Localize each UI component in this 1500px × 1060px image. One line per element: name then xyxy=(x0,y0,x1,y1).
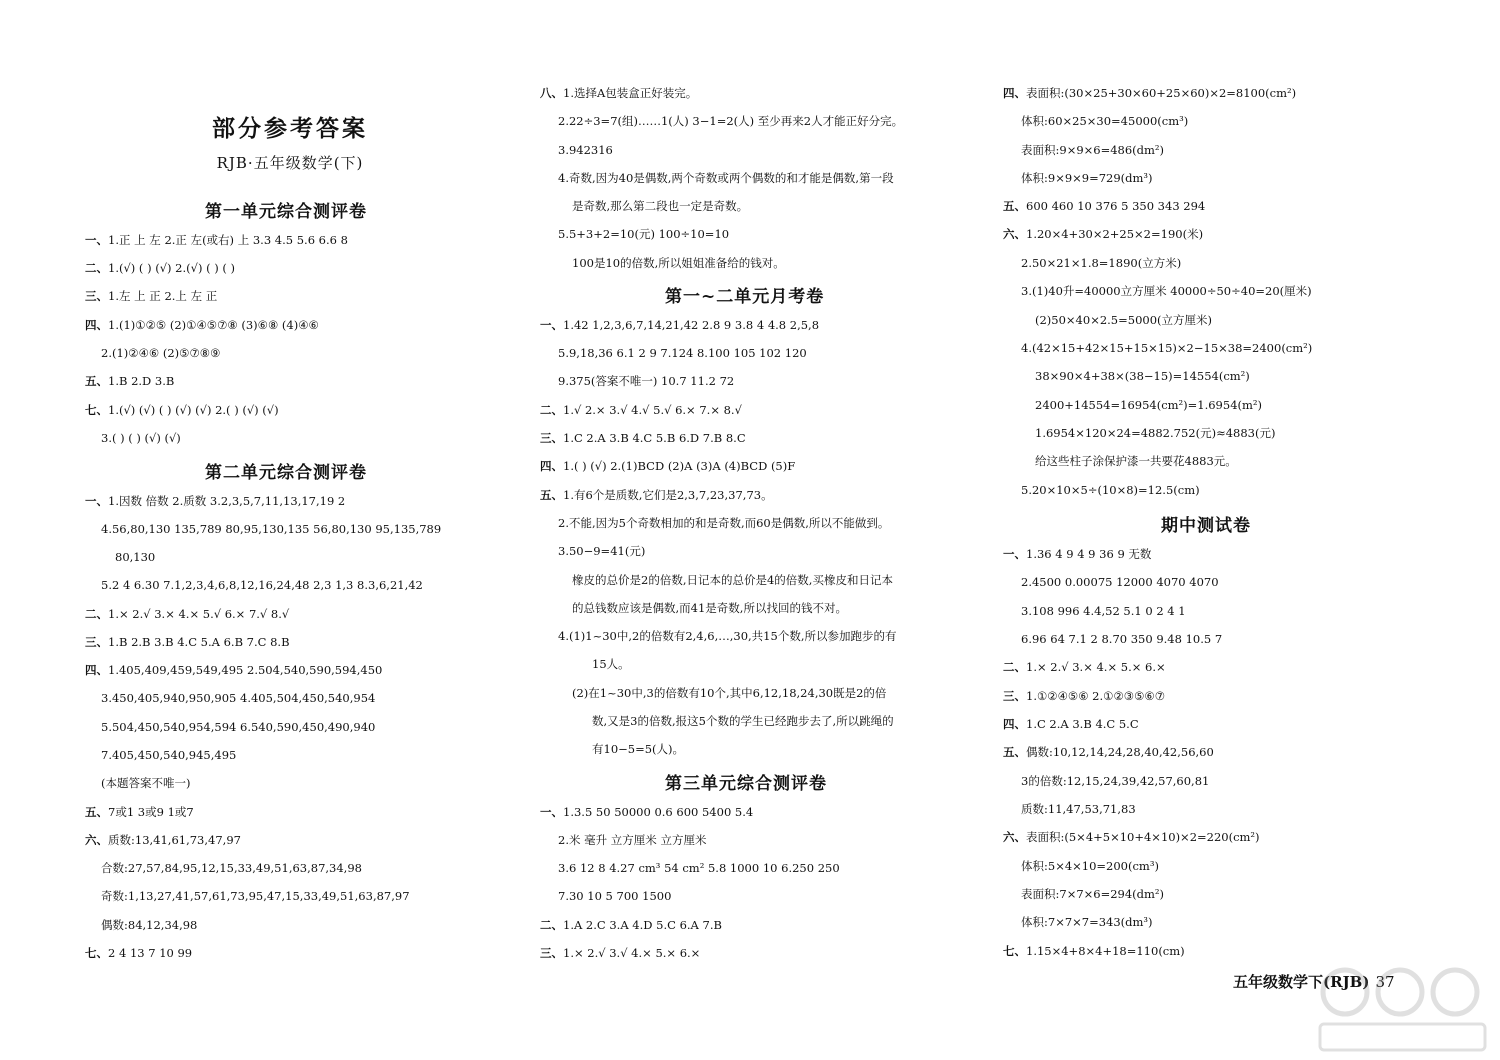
answer-line xyxy=(572,198,748,214)
answer-text: 橡皮的总价是2的倍数,日记本的总价是4的倍数,买橡皮和日记本 xyxy=(572,573,893,587)
answer-line xyxy=(85,634,290,650)
answer-line xyxy=(540,402,742,418)
answer-text: 1.× 2.√ 3.× 4.× 5.× 6.× xyxy=(1026,660,1166,674)
answer-text: 600 460 10 376 5 350 343 294 xyxy=(1026,199,1206,213)
answer-text: 9.375(答案不唯一) 10.7 11.2 72 xyxy=(558,374,735,388)
question-group-label: 二、 xyxy=(540,918,563,932)
answer-line xyxy=(558,373,734,389)
answer-line xyxy=(540,317,819,333)
answer-text: 1.C 2.A 3.B 4.C 5.B 6.D 7.B 8.C xyxy=(563,431,746,445)
answer-text: 5.504,450,540,954,594 6.540,590,450,490,940 xyxy=(101,720,376,734)
answer-text: (本题答案不唯一) xyxy=(101,776,191,790)
answer-line xyxy=(101,690,375,706)
answer-line xyxy=(85,804,194,820)
answer-line xyxy=(1021,858,1159,874)
answer-text: 1.有6个是质数,它们是2,3,7,23,37,73。 xyxy=(563,488,773,502)
question-group-label: 一、 xyxy=(540,805,563,819)
answer-text: 4.(42×15+42×15+15×15)×2−15×38=2400(cm²) xyxy=(1021,341,1313,355)
answer-text: 3.108 996 4.4,52 5.1 0 2 4 1 xyxy=(1021,604,1186,618)
answer-line xyxy=(540,458,795,474)
section-heading: 第三单元综合测评卷 xyxy=(665,774,827,794)
answer-text: 100是10的倍数,所以姐姐准备给的钱对。 xyxy=(572,256,785,270)
answer-text: 5.20×10×5÷(10×8)=12.5(cm) xyxy=(1021,483,1200,497)
answer-line xyxy=(558,170,894,186)
answer-line xyxy=(572,572,893,588)
answer-text: 1.√ 2.× 3.√ 4.√ 5.√ 6.× 7.× 8.√ xyxy=(563,403,742,417)
question-group-label: 四、 xyxy=(540,459,563,473)
answer-text: 质数:13,41,61,73,47,97 xyxy=(108,833,241,847)
question-group-label: 六、 xyxy=(85,833,108,847)
answer-text: 1.A 2.C 3.A 4.D 5.C 6.A 7.B xyxy=(563,918,722,932)
question-group-label: 八、 xyxy=(540,86,563,100)
answer-text: 体积:9×9×9=729(dm³) xyxy=(1021,171,1153,185)
answer-text: 1.20×4+30×2+25×2=190(米) xyxy=(1026,227,1204,241)
answer-text: 1.( ) (√) 2.(1)BCD (2)A (3)A (4)BCD (5)F xyxy=(563,459,796,473)
answer-text: 1.(√) ( ) (√) 2.(√) ( ) ( ) xyxy=(108,261,236,275)
answer-line xyxy=(85,402,279,418)
answer-line xyxy=(1021,283,1312,299)
answer-line xyxy=(1003,688,1165,704)
answer-text: 1.15×4+8×4+18=110(cm) xyxy=(1026,944,1185,958)
answer-line xyxy=(101,345,220,361)
section-heading: 第一单元综合测评卷 xyxy=(205,202,367,222)
answer-line xyxy=(1003,744,1214,760)
answer-text: 4.奇数,因为40是偶数,两个奇数或两个偶数的和才能是偶数,第一段 xyxy=(558,171,894,185)
question-group-label: 五、 xyxy=(540,488,563,502)
answer-text: 给这些柱子涂保护漆一共要花4883元。 xyxy=(1035,454,1237,468)
answer-line xyxy=(85,606,289,622)
answer-text: 1.B 2.D 3.B xyxy=(108,374,175,388)
answer-line xyxy=(101,521,441,537)
section-heading: 期中测试卷 xyxy=(1161,516,1251,536)
question-group-label: 七、 xyxy=(1003,944,1026,958)
answer-line xyxy=(115,549,155,565)
answer-text: 的总钱数应该是偶数,而41是奇数,所以找回的钱不对。 xyxy=(572,601,847,615)
answer-text: 2.50×21×1.8=1890(立方米) xyxy=(1021,256,1182,270)
answer-text: 3.(1)40升=40000立方厘米 40000÷50÷40=20(厘米) xyxy=(1021,284,1312,298)
answer-text: 质数:11,47,53,71,83 xyxy=(1021,802,1136,816)
answer-text: 1.36 4 9 4 9 36 9 无数 xyxy=(1026,547,1152,561)
answer-line xyxy=(558,628,896,644)
answer-line xyxy=(1003,829,1260,845)
question-group-label: 二、 xyxy=(540,403,563,417)
question-group-label: 一、 xyxy=(85,494,108,508)
answer-line xyxy=(1021,482,1200,498)
answer-line xyxy=(1003,85,1296,101)
answer-text: (2)50×40×2.5=5000(立方厘米) xyxy=(1035,313,1212,327)
question-group-label: 四、 xyxy=(1003,717,1026,731)
answer-line xyxy=(1021,113,1188,129)
answer-line xyxy=(1021,603,1186,619)
answer-text: 2 4 13 7 10 99 xyxy=(108,946,193,960)
page-number: 37 xyxy=(1375,973,1395,991)
answer-text: 表面积:(5×4+5×10+4×10)×2=220(cm²) xyxy=(1026,830,1260,844)
answer-line xyxy=(85,317,319,333)
answer-line xyxy=(592,656,630,672)
answer-text: 1.正 上 左 2.正 左(或右) 上 3.3 4.5 5.6 6.6 8 xyxy=(108,233,348,247)
question-group-label: 三、 xyxy=(85,289,108,303)
answer-text: 38×90×4+38×(38−15)=14554(cm²) xyxy=(1035,369,1250,383)
answer-line xyxy=(558,113,903,129)
answer-line xyxy=(558,345,807,361)
answer-line xyxy=(85,232,348,248)
answer-line xyxy=(101,775,190,791)
answer-line xyxy=(572,255,785,271)
answer-text: 是奇数,那么第二段也一定是奇数。 xyxy=(572,199,749,213)
answer-line xyxy=(572,600,847,616)
answer-line xyxy=(1021,574,1219,590)
question-group-label: 一、 xyxy=(540,318,563,332)
question-group-label: 四、 xyxy=(1003,86,1026,100)
answer-text: 1.C 2.A 3.B 4.C 5.C xyxy=(1026,717,1139,731)
answer-text: 1.因数 倍数 2.质数 3.2,3,5,7,11,13,17,19 2 xyxy=(108,494,346,508)
answer-text: 1.6954×120×24=4882.752(元)≈4883(元) xyxy=(1035,426,1276,440)
question-group-label: 四、 xyxy=(85,318,108,332)
answer-line xyxy=(1003,226,1203,242)
answer-text: 1.(√) (√) ( ) (√) (√) 2.( ) (√) (√) xyxy=(108,403,279,417)
answer-line xyxy=(1021,170,1153,186)
question-group-label: 七、 xyxy=(85,946,108,960)
answer-line xyxy=(85,662,382,678)
answer-line xyxy=(1021,773,1209,789)
answer-text: 1.× 2.√ 3.√ 4.× 5.× 6.× xyxy=(563,946,701,960)
answer-text: 2.(1)②④⑥ (2)⑤⑦⑧⑨ xyxy=(101,346,221,360)
answer-line xyxy=(101,888,410,904)
answer-line xyxy=(101,747,236,763)
answer-line xyxy=(85,945,192,961)
answer-line xyxy=(558,515,889,531)
answer-text: 1.①②④⑤⑥ 2.①②③⑤⑥⑦ xyxy=(1026,689,1166,703)
answer-line xyxy=(558,888,671,904)
answer-line xyxy=(1021,340,1312,356)
question-group-label: 三、 xyxy=(540,946,563,960)
answer-line xyxy=(1003,659,1166,675)
answer-text: 6.96 64 7.1 2 8.70 350 9.48 10.5 7 xyxy=(1021,632,1223,646)
answer-line xyxy=(101,430,181,446)
page-footer xyxy=(1233,971,1395,992)
question-group-label: 二、 xyxy=(85,607,108,621)
answer-text: 体积:5×4×10=200(cm³) xyxy=(1021,859,1159,873)
answer-text: 2.米 毫升 立方厘米 立方厘米 xyxy=(558,833,707,847)
answer-text: 7.405,450,540,945,495 xyxy=(101,748,237,762)
answer-text: 2400+14554=16954(cm²)=1.6954(m²) xyxy=(1035,398,1262,412)
answer-text: 1.(1)①②⑤ (2)①④⑤⑦⑧ (3)⑥⑧ (4)④⑥ xyxy=(108,318,319,332)
answer-line xyxy=(85,493,345,509)
answer-text: 偶数:10,12,14,24,28,40,42,56,60 xyxy=(1026,745,1214,759)
answer-line xyxy=(1003,716,1139,732)
answer-line xyxy=(1021,914,1153,930)
answer-text: 体积:60×25×30=45000(cm³) xyxy=(1021,114,1189,128)
answer-line xyxy=(558,142,613,158)
answer-text: 1.选择A包装盒正好装完。 xyxy=(563,86,698,100)
question-group-label: 五、 xyxy=(85,805,108,819)
answer-line xyxy=(558,860,840,876)
answer-text: 1.左 上 正 2.上 左 正 xyxy=(108,289,218,303)
answer-text: (2)在1~30中,3的倍数有10个,其中6,12,18,24,30既是2的倍 xyxy=(572,686,887,700)
page-title: 部分参考答案 xyxy=(212,115,368,142)
answer-line xyxy=(558,543,645,559)
answer-line xyxy=(1003,943,1185,959)
answer-text: 3.450,405,940,950,905 4.405,504,450,540,954 xyxy=(101,691,376,705)
question-group-label: 三、 xyxy=(85,635,108,649)
question-group-label: 一、 xyxy=(85,233,108,247)
question-group-label: 七、 xyxy=(85,403,108,417)
answer-text: 1.× 2.√ 3.× 4.× 5.√ 6.× 7.√ 8.√ xyxy=(108,607,290,621)
question-group-label: 三、 xyxy=(1003,689,1026,703)
answer-text: 体积:7×7×7=343(dm³) xyxy=(1021,915,1153,929)
answer-text: 表面积:(30×25+30×60+25×60)×2=8100(cm²) xyxy=(1026,86,1297,100)
answer-line xyxy=(101,577,423,593)
answer-line xyxy=(1035,368,1250,384)
answer-line xyxy=(85,373,174,389)
answer-line xyxy=(540,917,722,933)
answer-text: 1.B 2.B 3.B 4.C 5.A 6.B 7.C 8.B xyxy=(108,635,290,649)
question-group-label: 二、 xyxy=(85,261,108,275)
answer-line xyxy=(1021,886,1164,902)
question-group-label: 五、 xyxy=(1003,745,1026,759)
answer-text: 1.42 1,2,3,6,7,14,21,42 2.8 9 3.8 4 4.8 2,5,8 xyxy=(563,318,820,332)
answer-text: 7.30 10 5 700 1500 xyxy=(558,889,672,903)
answer-text: 有10−5=5(人)。 xyxy=(592,742,685,756)
answer-line xyxy=(592,713,894,729)
answer-text: 3.942316 xyxy=(558,143,613,157)
answer-line xyxy=(572,685,886,701)
answer-text: 4.56,80,130 135,789 80,95,130,135 56,80,130 95,135,789 xyxy=(101,522,442,536)
answer-line xyxy=(1035,453,1237,469)
answer-text: 3.50−9=41(元) xyxy=(558,544,646,558)
answer-line xyxy=(540,487,773,503)
footer-label: 五年级数学下(RJB) xyxy=(1233,973,1370,991)
answer-line xyxy=(101,860,362,876)
answer-text: 表面积:9×9×6=486(dm²) xyxy=(1021,143,1165,157)
answer-text: 5.2 4 6.30 7.1,2,3,4,6,8,12,16,24,48 2,3 1,3 8.3,6,21,42 xyxy=(101,578,423,592)
answer-text: 80,130 xyxy=(115,550,156,564)
answer-line xyxy=(1021,255,1181,271)
section-heading: 第一~二单元月考卷 xyxy=(665,287,825,307)
answer-text: 偶数:84,12,34,98 xyxy=(101,918,198,932)
answer-text: 5.9,18,36 6.1 2 9 7.124 8.100 105 102 120 xyxy=(558,346,807,360)
answer-line xyxy=(592,741,684,757)
answer-text: 1.3.5 50 50000 0.6 600 5400 5.4 xyxy=(563,805,754,819)
answer-line xyxy=(540,804,753,820)
section-heading: 第二单元综合测评卷 xyxy=(205,463,367,483)
answer-line xyxy=(1003,546,1151,562)
question-group-label: 一、 xyxy=(1003,547,1026,561)
answer-line xyxy=(540,85,697,101)
answer-text: 15人。 xyxy=(592,657,630,671)
answer-text: 奇数:1,13,27,41,57,61,73,95,47,15,33,49,51,63,87,97 xyxy=(101,889,410,903)
answer-line xyxy=(1035,397,1262,413)
answer-line xyxy=(85,832,241,848)
answer-line xyxy=(1035,312,1212,328)
answer-line xyxy=(101,917,197,933)
answer-text: 表面积:7×7×6=294(dm²) xyxy=(1021,887,1165,901)
answer-text: 4.(1)1~30中,2的倍数有2,4,6,…,30,共15个数,所以参加跑步的有 xyxy=(558,629,897,643)
question-group-label: 二、 xyxy=(1003,660,1026,674)
answer-text: 7或1 3或9 1或7 xyxy=(108,805,194,819)
answer-text: 1.405,409,459,549,495 2.504,540,590,594,450 xyxy=(108,663,383,677)
question-group-label: 六、 xyxy=(1003,227,1026,241)
answer-line xyxy=(85,260,235,276)
answer-text: 2.22÷3=7(组)……1(人) 3−1=2(人) 至少再来2人才能正好分完。 xyxy=(558,114,904,128)
answer-text: 5.5+3+2=10(元) 100÷10=10 xyxy=(558,227,730,241)
answer-text: 合数:27,57,84,95,12,15,33,49,51,63,87,34,98 xyxy=(101,861,362,875)
answer-line xyxy=(540,945,700,961)
answer-line xyxy=(1021,801,1136,817)
answer-line xyxy=(101,719,375,735)
question-group-label: 五、 xyxy=(1003,199,1026,213)
answer-line xyxy=(1021,142,1164,158)
question-group-label: 三、 xyxy=(540,431,563,445)
answer-line xyxy=(85,288,217,304)
answer-line xyxy=(558,226,729,242)
question-group-label: 六、 xyxy=(1003,830,1026,844)
question-group-label: 五、 xyxy=(85,374,108,388)
answer-line xyxy=(1035,425,1275,441)
answer-text: 3的倍数:12,15,24,39,42,57,60,81 xyxy=(1021,774,1210,788)
page-subtitle: RJB·五年级数学(下) xyxy=(216,154,364,172)
answer-text: 3.6 12 8 4.27 cm³ 54 cm² 5.8 1000 10 6.250 250 xyxy=(558,861,840,875)
answer-text: 2.4500 0.00075 12000 4070 4070 xyxy=(1021,575,1219,589)
answer-line xyxy=(558,832,706,848)
answer-line xyxy=(1003,198,1205,214)
question-group-label: 四、 xyxy=(85,663,108,677)
answer-line xyxy=(1021,631,1222,647)
answer-text: 数,又是3的倍数,报这5个数的学生已经跑步去了,所以跳绳的 xyxy=(592,714,894,728)
answer-text: 3.( ) ( ) (√) (√) xyxy=(101,431,181,445)
answer-text: 2.不能,因为5个奇数相加的和是奇数,而60是偶数,所以不能做到。 xyxy=(558,516,890,530)
answer-line xyxy=(540,430,746,446)
